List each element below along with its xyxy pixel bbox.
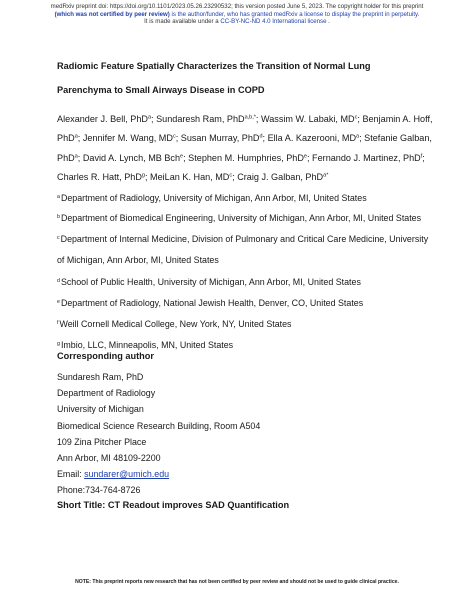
author-affiliation-marker: a* <box>323 172 329 179</box>
header-license-grant: is the author/funder, who has granted medRxiv a license to display the preprint in perpetuity. <box>169 10 420 18</box>
header-certification-line <box>0 11 474 19</box>
author-affiliation-marker: c <box>229 172 233 179</box>
affiliation-letter: f <box>57 319 59 326</box>
author-affiliation-marker: e <box>303 153 307 160</box>
corresponding-author-block <box>57 369 260 499</box>
affiliation-text: Imbio, LLC, Minneapolis, MN, United States <box>60 340 234 350</box>
affiliation-text: Department of Radiology, University of Michigan, Ann Arbor, MI, United States <box>60 193 367 203</box>
license-link[interactable]: CC-BY-NC-ND 4.0 International license <box>220 18 327 26</box>
header-not-certified: (which was not certified by peer review) <box>54 10 170 18</box>
header-license-line <box>0 18 474 26</box>
affiliation-b <box>57 213 421 223</box>
affiliation-letter: a <box>57 193 60 200</box>
preprint-footer-note: NOTE: This preprint reports new research that has not been certified by peer review and should not be used to guide clinical practice. <box>75 579 399 585</box>
affiliation-c-continued: of Michigan, Ann Arbor, MI, United States <box>57 255 219 265</box>
affiliation-c <box>57 234 428 244</box>
affiliation-text: Department of Radiology, National Jewish Health, Denver, CO, United States <box>60 298 364 308</box>
affiliation-a <box>57 193 367 203</box>
author-list <box>57 110 462 187</box>
author-line: PhD$^a$; David A. Lynch, MB Bch$^e$; Stephen M. Humphries, PhD$^e$; Fernando J. Martinez, PhD$^f$; <box>57 152 425 163</box>
header-doi-line: medRxiv preprint doi: https://doi.org/10.1101/2023.05.26.23290532; this version posted June 5, 2023. The copyright holder for this preprint <box>50 3 424 10</box>
author-affiliation-marker: e <box>180 153 184 160</box>
author-line: Charles R. Hatt, PhD$^g$; MeiLan K. Han, $MD^c$; Craig J. Galban, PhD$^{a*}$ <box>57 171 329 182</box>
affiliation-e <box>57 298 363 308</box>
author-line: PhD$^a$; Jennifer M. Wang, $MD^c$; Susan Murray, PhD$^d$; Ella A. Kazerooni, $MD^a$; Stefanie Galban, <box>57 133 432 144</box>
affiliation-g <box>57 340 233 350</box>
preprint-header <box>0 3 474 26</box>
corresponding-building: Biomedical Science Research Building, Room A504 <box>57 420 261 431</box>
author-affiliation-marker: c <box>354 114 358 121</box>
author-name: PhD <box>57 152 75 163</box>
affiliation-letter: c <box>57 234 60 241</box>
author-affiliation-marker: a <box>356 133 360 140</box>
corresponding-author-heading: Corresponding author <box>57 351 154 361</box>
affiliation-letter: g <box>57 340 60 347</box>
author-name: Wassim W. Labaki, MD <box>260 114 355 124</box>
author-affiliation-marker: a <box>74 153 78 160</box>
paper-title-line-1: Radiomic Feature Spatially Characterizes the Transition of Normal Lung <box>57 61 371 71</box>
author-name: Charles R. Hatt, PhD <box>57 171 142 182</box>
author-name: Sundaresh Ram, PhD <box>156 114 245 124</box>
header-license-suffix: . <box>326 18 330 26</box>
paper-title-line-2: Parenchyma to Small Airways Disease in COPD <box>57 85 265 95</box>
author-affiliation-marker: f <box>420 153 423 160</box>
author-name: David A. Lynch, MB Bch <box>82 152 181 163</box>
email-label: Email: <box>57 469 85 480</box>
corresponding-name: Sundaresh Ram, PhD <box>57 372 144 382</box>
author-name: Jennifer M. Wang, MD <box>82 133 173 144</box>
corresponding-phone: Phone:734-764-8726 <box>57 485 141 496</box>
affiliation-d <box>57 277 361 287</box>
corresponding-city: Ann Arbor, MI 48109-2200 <box>57 453 161 464</box>
author-affiliation-marker: a <box>147 114 152 121</box>
author-line: Alexander J. Bell, PhD$^a$; Sundaresh Ram, PhD$^{a,b,*}$; Wassim W. Labaki, $MD^c$; Benjamin A. Hoff, <box>57 114 433 124</box>
affiliation-text: School of Public Health, University of Michigan, Ann Arbor, MI, United States <box>60 277 361 287</box>
author-affiliation-marker: c <box>172 133 176 140</box>
author-name: Benjamin A. Hoff, <box>362 114 433 124</box>
author-name: Craig J. Galban, PhD <box>237 171 324 182</box>
author-name: Stephen M. Humphries, PhD <box>188 152 304 163</box>
author-name: MeiLan K. Han, MD <box>150 171 230 182</box>
affiliation-f <box>57 319 292 329</box>
corresponding-street: 109 Zina Pitcher Place <box>57 436 147 447</box>
affiliation-text: Weill Cornell Medical College, New York, NY, United States <box>59 319 292 329</box>
corresponding-department: Department of Radiology <box>57 388 156 399</box>
author-name: Stefanie Galban, <box>364 133 432 144</box>
corresponding-university: University of Michigan <box>57 404 144 415</box>
short-title: Short Title: CT Readout improves SAD Quantification <box>57 500 290 510</box>
author-name: Susan Murray, PhD <box>180 133 260 144</box>
author-affiliation-marker: a,b,* <box>244 114 256 121</box>
affiliation-text: Department of Internal Medicine, Division of Pulmonary and Critical Care Medicine, University <box>60 234 429 244</box>
header-license-prefix: It is made available under a <box>144 18 221 26</box>
affiliation-letter: b <box>57 213 60 220</box>
author-name: Alexander J. Bell, PhD <box>57 114 148 124</box>
author-affiliation-marker: d <box>259 133 263 140</box>
affiliation-letter: d <box>57 277 60 284</box>
author-name: Fernando J. Martinez, PhD <box>312 152 421 163</box>
corresponding-email-line <box>57 466 260 482</box>
author-name: Ella A. Kazerooni, MD <box>267 133 357 144</box>
author-affiliation-marker: a <box>74 133 78 140</box>
email-link[interactable]: sundarer@umich.edu <box>84 469 170 480</box>
affiliation-letter: e <box>57 298 60 305</box>
author-name: PhD <box>57 133 75 144</box>
affiliation-text: Department of Biomedical Engineering, University of Michigan, Ann Arbor, MI, United States <box>60 213 422 223</box>
author-affiliation-marker: g <box>141 172 145 179</box>
